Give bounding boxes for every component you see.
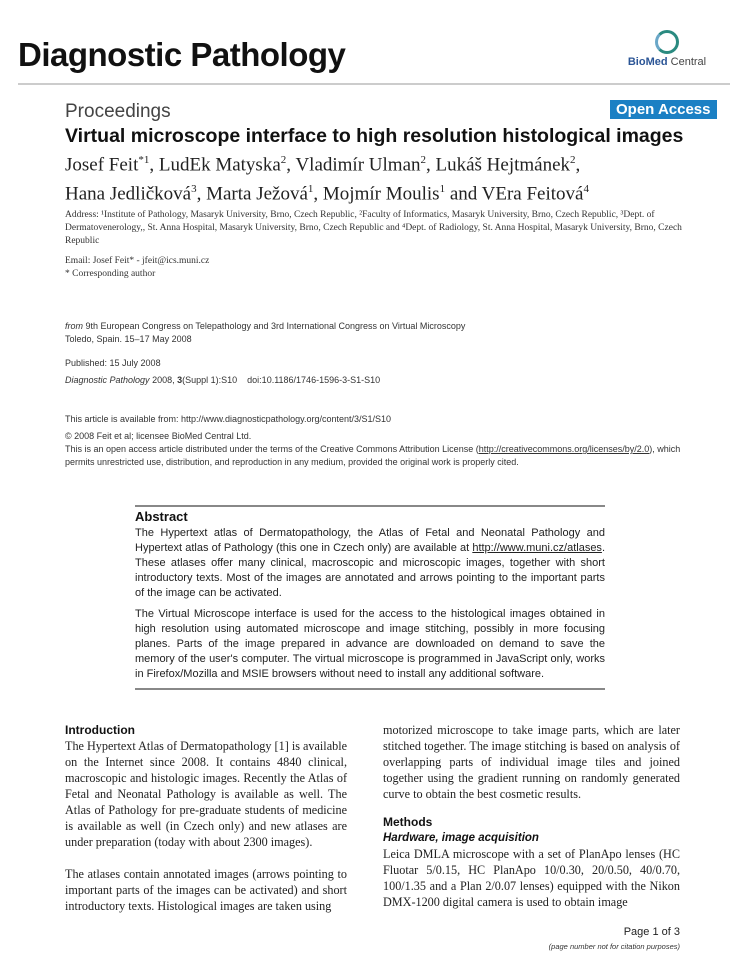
citation-journal: Diagnostic Pathology: [65, 375, 150, 385]
logo-text-bold: BioMed: [627, 56, 668, 68]
page-number-note: (page number not for citation purposes): [548, 942, 680, 951]
abstract-text: . These atlases offer many clinical, macroscopic and microscopic images, together with short introductory texts. Most of the images are annotated and arrows pointing to the important parts of the image can be activated.: [135, 542, 605, 599]
license-post: ), which permits unrestricted use, distribution, and reproduction in any medium, provided the original work is properly cited.: [65, 444, 681, 467]
citation-volume: 3: [177, 375, 183, 385]
abstract-text: The Hypertext atlas of Dermatopathology, the Atlas of Fetal and Neonatal Pathology and Hypertext atlas of Pathology (this one in Czech only) are available at: [135, 527, 605, 554]
email: Email: Josef Feit* - jfeit@ics.muni.cz: [65, 256, 210, 266]
abstract-paragraph: [135, 526, 605, 601]
published-date: Published: 15 July 2008: [65, 358, 161, 368]
author-affiliation-mark: 2: [420, 154, 426, 166]
citation: [65, 374, 380, 387]
author-name: Hana Jedličková: [65, 183, 192, 205]
author-list: Josef Feit$^{*1}$, LudEk Matyska$^2$, Vladimír Ulman$^2$, Lukáš Hejtmánek$^2$, Hana Jedličková$^3$, Marta Ježová$^1$, Mojmír Moulis$^1$ and VEra Feitová$^4$: [65, 154, 589, 205]
affiliations: Address: ¹Institute of Pathology, Masaryk University, Brno, Czech Republic, ²Faculty of Informatics, Masaryk University, Brno, Czech Republic, ³Dept. of Dermatovenerology,, St. Anna Hospital, Masaryk University, Brno, Czech Republic and ⁴Dept. of Radiology, St. Anna Hospital, Masaryk University, Brno, Czech Republic: [65, 210, 682, 246]
availability: This article is available from: http://www.diagnosticpathology.org/content/3/S1/S10: [65, 414, 392, 424]
logo-text: Central: [667, 56, 707, 68]
author-name: LudEk Matyska: [158, 154, 281, 176]
page-number: Page 1 of 3: [623, 926, 680, 938]
biomed-central-logo: [622, 30, 712, 68]
introduction-heading: Introduction: [65, 723, 135, 737]
author-affiliation-mark: 3: [191, 183, 197, 196]
doi: doi:10.1186/1746-1596-3-S1-S10: [247, 375, 381, 385]
article-title: Virtual microscope interface to high resolution histological images: [65, 125, 684, 147]
license-link[interactable]: http://creativecommons.org/licenses/by/2.0: [478, 444, 650, 454]
author-affiliation-mark: *1: [138, 154, 150, 166]
body-paragraph: motorized microscope to take image parts, which are later stitched together. The image stitching is based on analysis of overlapping parts of individual image tiles and joined together using the gradient running on randomly generated curve to obtain the best cosmetic results.: [383, 723, 680, 801]
abstract-top-rule: [135, 505, 605, 507]
journal-title: Diagnostic Pathology: [18, 36, 346, 73]
methods-heading: Methods: [383, 815, 433, 829]
conference-info: [65, 320, 465, 346]
author-name: Josef Feit: [65, 154, 139, 176]
body-paragraph: The Hypertext Atlas of Dermatopathology [1] is available on the Internet since 2008. It contains 4840 clinical, macroscopic and histologic images. Recently the Atlas of Fetal and Neonatal Pathology is available as well. The Atlas of Pathology for pre-graduate students of medicine is available as well (in Czech only) and new atlases are under preparation (today with about 2300 images).: [65, 739, 347, 849]
author-affiliation-mark: 1: [439, 183, 446, 196]
license-pre: This is an open access article distributed under the terms of the Creative Commons Attribution License (: [65, 444, 479, 454]
biomed-logo-icon: [655, 30, 679, 54]
author-name: Mojmír Moulis: [322, 183, 440, 205]
author-affiliation-mark: 2: [570, 154, 576, 166]
left-column: [65, 722, 347, 930]
conference-name: 9th European Congress on Telepathology and 3rd International Congress on Virtual Microscopy: [83, 321, 466, 331]
author-name: Vladimír Ulman: [295, 154, 421, 176]
abstract-heading: Abstract: [135, 509, 188, 524]
abstract: [135, 505, 605, 690]
author-affiliation-mark: 2: [280, 154, 287, 166]
author-affiliation-mark: 4: [583, 183, 589, 196]
abstract-paragraph: The Virtual Microscope interface is used for the access to the histological images obtained in high resolution using automated microscope and image stitching, possibly in more focusing planes. Parts of the image prepared in advance are downloaded on demand to save the memory of the user's computer. The virtual microscope is programmed in JavaScript only, works in Firefox/Mozilla and MSIE browsers without need to install any additional software.: [135, 608, 605, 680]
author-affiliation-mark: 1: [307, 183, 314, 196]
author-name: VEra Feitová: [481, 183, 584, 205]
author-name: Marta Ježová: [206, 183, 308, 205]
from-prefix: from: [65, 321, 83, 331]
subsection-heading: Hardware, image acquisition: [383, 832, 539, 844]
body-paragraph: The atlases contain annotated images (arrows pointing to important parts of the images can be activated) and short introductory texts. Histological images are taken using: [65, 867, 347, 913]
author-name: Lukáš Hejtmánek: [435, 154, 571, 176]
license-text: [65, 443, 705, 469]
copyright: © 2008 Feit et al; licensee BioMed Central Ltd.: [65, 431, 252, 441]
conference-place: Toledo, Spain. 15–17 May 2008: [65, 334, 192, 344]
abstract-bottom-rule: [135, 688, 605, 690]
header-divider: [18, 83, 730, 85]
corresponding-note: * Corresponding author: [65, 269, 156, 279]
section-label: Proceedings: [65, 101, 171, 122]
atlases-link[interactable]: http://www.muni.cz/atlases: [472, 542, 602, 554]
copyright-block: [65, 430, 705, 469]
citation-year: 2008,: [149, 375, 178, 385]
open-access-badge: Open Access: [610, 100, 717, 119]
body-paragraph: Leica DMLA microscope with a set of PlanApo lenses (HC Fluotar 5/0.15, HC PlanApo 10/0.30, 20/0.50, 40/0.70, 100/1.35 and a Plan 2/0.07 lenses) equipped with the Nikon DMX-1200 digital camera is used to obtain image: [383, 847, 680, 909]
citation-issue: (Suppl 1):S10: [182, 375, 238, 385]
right-column: [383, 722, 680, 926]
